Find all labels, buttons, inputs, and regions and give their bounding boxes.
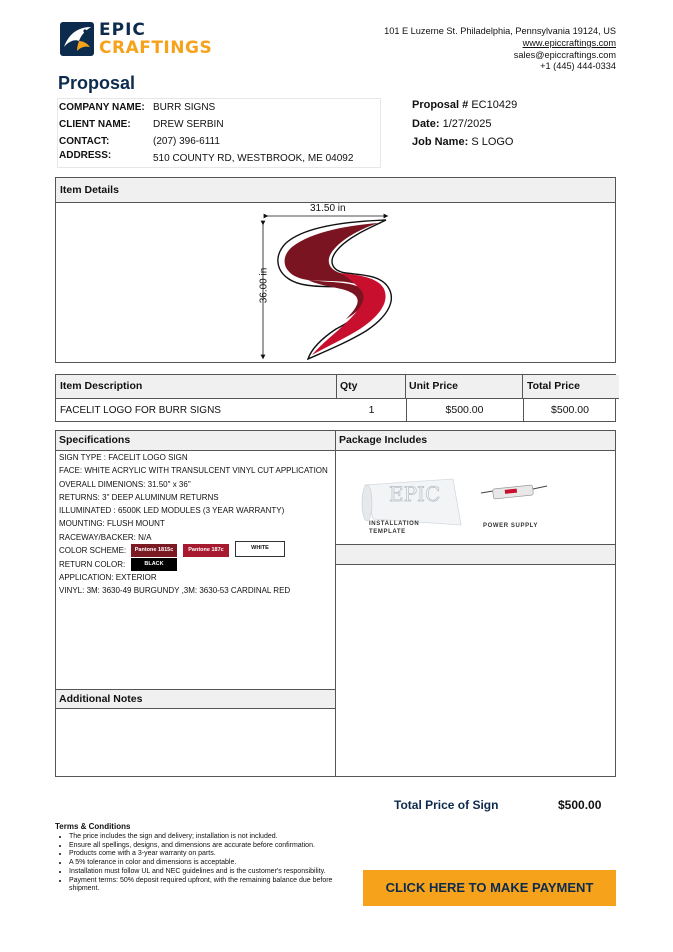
terms-title: Terms & Conditions: [55, 822, 131, 831]
package-header: Package Includes: [336, 431, 615, 451]
company-contact: [384, 26, 616, 73]
width-dimension-label: 31.50 in: [310, 203, 346, 214]
contact-value: (207) 396-6111: [153, 136, 220, 147]
proposal-date: Date: 1/27/2025: [412, 118, 492, 130]
item-details-header: Item Details: [56, 178, 615, 203]
specs-section: [55, 430, 616, 777]
s-logo-drawing: [56, 203, 615, 363]
make-payment-button[interactable]: CLICK HERE TO MAKE PAYMENT: [363, 870, 616, 906]
brand-name-line2: CRAFTINGS: [99, 38, 213, 58]
swatch-pantone-1815c: Pantone 1815c: [131, 544, 177, 557]
total-price-header: Total Price: [523, 375, 619, 399]
spec-application: APPLICATION: EXTERIOR: [59, 573, 157, 583]
spec-line: OVERALL DIMENIONS: 31.50" x 36": [59, 479, 191, 489]
company-name-label: COMPANY NAME:: [59, 102, 145, 113]
spec-line: SIGN TYPE : FACELIT LOGO SIGN: [59, 453, 188, 462]
address-value: 510 COUNTY RD, WESTBROOK, ME 04092: [153, 153, 354, 164]
terms-item: • The price includes the sign and delivery; installation is not included.: [69, 833, 347, 842]
terms-item: • Products come with a 3-year warranty on parts.: [69, 850, 347, 859]
specs-header: Specifications: [56, 431, 335, 451]
spec-line: ILLUMINATED : 6500K LED MODULES (3 YEAR WARRANTY): [59, 506, 285, 516]
terms-item: • Payment terms: 50% deposit required upfront, with the remaining balance due before shipment.: [69, 877, 347, 894]
contact-label: CONTACT:: [59, 136, 110, 147]
height-dimension-label: 36.00 in: [258, 267, 270, 304]
item-qty: 1: [368, 404, 375, 416]
item-details-section: [55, 177, 616, 363]
installation-template-label: INSTALLATION TEMPLATE: [369, 521, 420, 535]
company-address: 101 E Luzerne St. Philadelphia, Pennsylvania 19124, US: [384, 26, 616, 36]
client-info: [57, 98, 381, 168]
total-label: Total Price of Sign: [394, 798, 499, 812]
page-title: Proposal: [58, 73, 136, 93]
item-unit-price: $500.00: [445, 404, 484, 416]
pricing-table: [55, 374, 616, 422]
brand-name-line1: EPIC: [99, 20, 146, 40]
spec-line: MOUNTING: FLUSH MOUNT: [59, 519, 165, 529]
job-name: Job Name: S LOGO: [412, 136, 514, 148]
company-email[interactable]: sales@epiccraftings.com: [513, 49, 616, 60]
swatch-pantone-187c: Pantone 187c: [183, 544, 229, 557]
spec-line: FACE: WHITE ACRYLIC WITH TRANSULCENT VINYL CUT APPLICATION: [59, 466, 328, 476]
desc-header: Item Description: [56, 375, 341, 399]
qty-header: Qty: [337, 375, 406, 399]
specs-list: [59, 451, 334, 598]
svg-text:EPIC: EPIC: [389, 482, 441, 506]
brand-logo: [59, 21, 219, 61]
color-scheme-label: COLOR SCHEME:: [59, 546, 127, 556]
address-label: ADDRESS:: [59, 150, 112, 161]
power-supply-label: POWER SUPPLY: [483, 523, 538, 529]
unit-price-header: Unit Price: [406, 375, 523, 399]
spec-line: RACEWAY/BACKER: N/A: [59, 532, 152, 542]
total-value: $500.00: [558, 798, 602, 812]
return-color-label: RETURN COLOR:: [59, 560, 126, 570]
client-name-value: DREW SERBIN: [153, 119, 224, 130]
swatch-white: WHITE: [235, 541, 285, 557]
website-link[interactable]: www.epiccraftings.com: [522, 37, 616, 48]
terms-list: [56, 833, 347, 894]
item-description: FACELIT LOGO FOR BURR SIGNS: [60, 405, 221, 416]
terms-item: • Installation must follow UL and NEC guidelines and is the customer's responsibility.: [69, 868, 347, 877]
eagle-icon: [59, 21, 95, 57]
spec-vinyl: VINYL: 3M: 3630-49 BURGUNDY ,3M: 3630-53 CARDINAL RED: [59, 586, 291, 596]
item-total-price: $500.00: [551, 404, 589, 416]
company-phone: +1 (445) 444-0334: [540, 61, 616, 72]
terms-item: • Ensure all spellings, designs, and dimensions are accurate before confirmation.: [69, 842, 347, 851]
proposal-number: Proposal # EC10429: [412, 99, 518, 111]
power-supply-image: [479, 481, 549, 505]
spec-line: RETURNS: 3" DEEP ALUMINUM RETURNS: [59, 492, 219, 502]
company-name-value: BURR SIGNS: [153, 102, 216, 113]
swatch-black: BLACK: [131, 558, 177, 571]
terms-item: • A 5% tolerance in color and dimensions is acceptable.: [69, 859, 347, 868]
notes-header: Additional Notes: [56, 690, 335, 708]
client-name-label: CLIENT NAME:: [59, 119, 131, 130]
